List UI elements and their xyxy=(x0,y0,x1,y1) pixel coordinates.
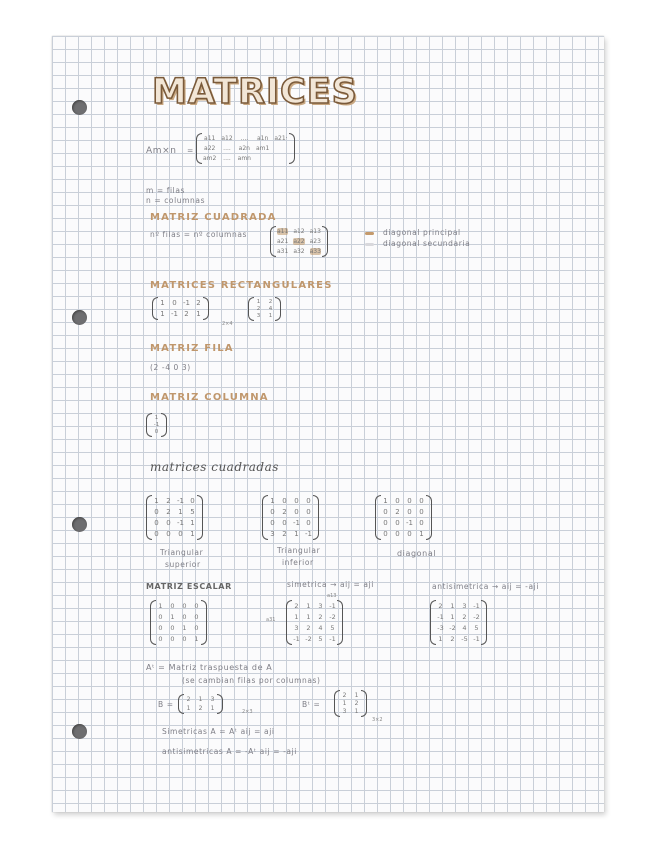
tri-sup-label-1: Triangular xyxy=(160,548,204,557)
matrix-cell: 2 xyxy=(306,624,311,632)
matrix-cell: 2 xyxy=(395,508,400,516)
matrix-cell: 1 xyxy=(186,705,191,712)
legend-swatch-principal xyxy=(365,232,374,235)
matrix-cell: -1 xyxy=(305,530,312,538)
matrix-cell: -2 xyxy=(449,624,456,632)
matrix-cell: 1 xyxy=(438,635,443,643)
matrix-cell: 2 xyxy=(256,306,261,312)
matrix-cell: 0 xyxy=(158,635,163,643)
matrix-cell: 0 xyxy=(294,508,299,516)
traspuesta-line-2: (se cambian filas por columnas) xyxy=(182,676,321,685)
binder-hole-3 xyxy=(72,517,87,532)
matrix-cell: 0 xyxy=(294,497,299,505)
matrix-cell: -2 xyxy=(329,613,336,621)
matrix-cell: 4 xyxy=(268,306,273,312)
matrix-cell: 1 xyxy=(160,299,165,307)
matrix-cell: am2 xyxy=(203,155,217,162)
matrix-cell: 1 xyxy=(306,602,311,610)
matrix-cell: a22 xyxy=(204,145,216,152)
matrix-cell: 1 xyxy=(154,415,159,421)
matrix-cell: 2 xyxy=(462,613,467,621)
matrix-cell: 1 xyxy=(450,613,455,621)
matrix-cell: 0 xyxy=(419,508,424,516)
matrix-cell: 2 xyxy=(342,692,347,699)
tri-inf-label-1: Triangular xyxy=(277,546,321,555)
tri-sup-label-2: superior xyxy=(165,560,201,569)
matrix-cell: 0 xyxy=(154,519,159,527)
cuadradas-title: matrices cuadradas xyxy=(150,460,279,474)
matrix-cell: -1 xyxy=(329,635,336,643)
matrix-cell: 1 xyxy=(270,497,275,505)
matrix-cell: 0 xyxy=(170,624,175,632)
bt-matrix-dim: 3×2 xyxy=(372,717,383,723)
general-matrix xyxy=(196,133,295,164)
matrix-cell: a21· xyxy=(274,135,288,142)
matrix-cell: 1 xyxy=(354,692,359,699)
matrix-cell: 0 xyxy=(306,497,311,505)
b-lhs: B = xyxy=(158,700,174,709)
matrix-cell: 0 xyxy=(154,429,159,435)
matrix-cell: -1 xyxy=(183,299,190,307)
simetrica-matrix xyxy=(286,600,343,645)
matrix-cell: 1 xyxy=(294,613,299,621)
heading-escalar: MATRIZ ESCALAR xyxy=(146,582,232,591)
matrix-cell: 0 xyxy=(154,508,159,516)
matrix-cell: 2 xyxy=(268,299,273,305)
matrix-cell: 0 xyxy=(166,519,171,527)
tri-inf-label-2: inferior xyxy=(282,558,314,567)
matrix-cell: 0 xyxy=(154,530,159,538)
matrix-cell: -2 xyxy=(473,613,480,621)
fila-matrix: (2 -4 0 3) xyxy=(150,363,191,372)
heading-cuadrada: MATRIZ CUADRADA xyxy=(150,212,277,223)
matrix-cell: 3 xyxy=(318,602,323,610)
matrix-cell: 1 xyxy=(198,696,203,703)
heading-antisimetrica: antisimetrica → aij = -aji xyxy=(432,582,540,591)
matrix-cell: 0 xyxy=(306,519,311,527)
matrix-cell: 1 xyxy=(182,624,187,632)
matrix-cell xyxy=(274,145,287,152)
matrix-cell: -1 xyxy=(473,602,480,610)
matrix-cell: -1 xyxy=(329,602,336,610)
n-definition: n = columnas xyxy=(146,196,206,205)
matrix-cell: 0 xyxy=(182,635,187,643)
matrix-cell: 1 xyxy=(268,313,273,319)
matrix-cell: 2 xyxy=(438,602,443,610)
matrix-cell: 2 xyxy=(282,508,287,516)
rect-matrix-1-dim: 2×4 xyxy=(222,321,233,327)
matrix-cell: 0 xyxy=(383,530,388,538)
matrix-cell: -1 xyxy=(293,635,300,643)
matrix-cell: .... xyxy=(223,145,231,152)
traspuesta-line-1: Aᵗ = Matriz traspuesta de A xyxy=(146,663,273,672)
matrix-cell: 4 xyxy=(318,624,323,632)
matrix-cell: 2 xyxy=(184,310,189,318)
matrix-cell: 1 xyxy=(210,705,215,712)
matrix-cell: amn xyxy=(237,155,251,162)
diagonal-matrix xyxy=(375,495,432,540)
matrix-cell: 2 xyxy=(282,530,287,538)
matrix-cell: 0 xyxy=(270,519,275,527)
matrix-cell: 0 xyxy=(194,613,199,621)
diagonal-label: diagonal xyxy=(397,549,437,558)
legend-principal: diagonal principal xyxy=(383,228,461,237)
bt-matrix xyxy=(334,690,367,717)
matrix-cell: 3 xyxy=(210,696,215,703)
general-lhs: Am×n xyxy=(146,146,177,156)
matrix-cell: 0 xyxy=(419,519,424,527)
matrix-cell: 5 xyxy=(318,635,323,643)
matrix-cell: -1 xyxy=(437,613,444,621)
matrix-cell: 4 xyxy=(462,624,467,632)
b-matrix-dim: 2×3 xyxy=(242,709,253,715)
matrix-cell: 0 xyxy=(383,519,388,527)
heading-columna: MATRIZ COLUMNA xyxy=(150,392,269,403)
matrix-cell: 1 xyxy=(154,497,159,505)
matrix-cell: 5 xyxy=(474,624,479,632)
general-eq: = xyxy=(187,146,194,155)
matrix-cell: a33 xyxy=(309,248,321,255)
matrix-cell: -1 xyxy=(406,519,413,527)
matrix-cell: a11 xyxy=(277,228,289,235)
matrix-cell: 2 xyxy=(166,508,171,516)
matrix-cell: a13 xyxy=(309,228,321,235)
columna-matrix xyxy=(146,413,167,437)
antisimetrica-matrix xyxy=(430,600,487,645)
matrix-cell: a12 xyxy=(293,228,305,235)
matrix-cell: 0 xyxy=(383,508,388,516)
m-definition: m = filas xyxy=(146,186,186,195)
matrix-cell: -1 xyxy=(177,519,184,527)
matrix-cell: 0 xyxy=(395,519,400,527)
matrix-cell: 0 xyxy=(170,602,175,610)
escalar-matrix xyxy=(150,600,207,645)
matrix-cell: 3 xyxy=(294,624,299,632)
matrix-cell: 2 xyxy=(196,299,201,307)
matrix-cell: 1 xyxy=(306,613,311,621)
matrix-cell: a2n xyxy=(238,145,250,152)
matrix-cell: 0 xyxy=(270,508,275,516)
matrix-cell: a31 xyxy=(277,248,289,255)
triangular-superior-matrix xyxy=(146,495,203,540)
matrix-cell: 3 xyxy=(256,313,261,319)
matrix-cell: 1 xyxy=(419,530,424,538)
matrix-cell: -1 xyxy=(473,635,480,643)
matrix-cell: 1 xyxy=(178,508,183,516)
matrix-cell: 5 xyxy=(190,508,195,516)
matrix-cell: 2 xyxy=(198,705,203,712)
matrix-cell: 1 xyxy=(190,530,195,538)
matrix-cell: am1 xyxy=(255,145,270,152)
binder-hole-2 xyxy=(72,310,87,325)
matrix-cell: 1 xyxy=(383,497,388,505)
matrix-cell: a23 xyxy=(309,238,321,245)
matrix-cell: 0 xyxy=(395,497,400,505)
matrix-cell: 0 xyxy=(190,497,195,505)
matrix-cell: -1 xyxy=(293,519,300,527)
binder-hole-1 xyxy=(72,100,87,115)
matrix-cell: 2 xyxy=(186,696,191,703)
simetrica-left-label: a31 xyxy=(266,617,276,623)
matrix-cell: 0 xyxy=(282,497,287,505)
binder-hole-4 xyxy=(72,724,87,739)
matrix-cell: 1 xyxy=(354,708,359,715)
matrix-cell: 1 xyxy=(342,700,347,707)
matrix-cell: 3 xyxy=(342,708,347,715)
matrix-cell: 0 xyxy=(172,299,177,307)
page-title: MATRICES xyxy=(152,72,358,112)
rect-matrix-1 xyxy=(152,297,209,320)
matrix-cell: 1 xyxy=(294,530,299,538)
heading-rectangulares: MATRICES RECTANGULARES xyxy=(150,280,333,291)
matrix-cell: a21 xyxy=(277,238,289,245)
matrix-cell: 0 xyxy=(407,530,412,538)
legend-secundaria: diagonal secundaria xyxy=(383,239,471,248)
matrix-cell: 5 xyxy=(330,624,335,632)
matrix-cell: a11 xyxy=(204,135,216,142)
matrix-cell: 1 xyxy=(190,519,195,527)
matrix-cell: -1 xyxy=(171,310,178,318)
matrix-cell: 0 xyxy=(395,530,400,538)
matrix-cell: .... xyxy=(223,155,231,162)
matrix-cell: 0 xyxy=(306,508,311,516)
matrix-cell: a12 xyxy=(221,135,233,142)
matrix-cell: 0 xyxy=(178,530,183,538)
matrix-cell: -5 xyxy=(461,635,468,643)
matrix-cell: 1 xyxy=(158,602,163,610)
matrix-cell: 0 xyxy=(158,624,163,632)
matrix-cell: 1 xyxy=(194,635,199,643)
matrix-cell: 3 xyxy=(270,530,275,538)
rect-matrix-2 xyxy=(248,297,281,321)
matrix-cell: a32 xyxy=(293,248,305,255)
bt-lhs: Bᵗ = xyxy=(302,700,321,709)
matrix-cell: -1 xyxy=(153,422,160,428)
matrix-cell: 0 xyxy=(170,635,175,643)
matrix-cell: 1 xyxy=(160,310,165,318)
antisimetricas-rule: antisimetricas A = -Aᵗ aij = -aji xyxy=(162,747,297,756)
simetricas-rule: Simetricas A = Aᵗ aij = aji xyxy=(162,727,275,736)
matrix-cell: 0 xyxy=(282,519,287,527)
matrix-cell: 0 xyxy=(182,613,187,621)
matrix-cell: 1 xyxy=(256,299,261,305)
matrix-cell: 0 xyxy=(419,497,424,505)
cuadrada-matrix xyxy=(270,226,328,257)
matrix-cell: a1n xyxy=(257,135,269,142)
matrix-cell: 2 xyxy=(318,613,323,621)
matrix-cell: 0 xyxy=(194,602,199,610)
matrix-cell: 1 xyxy=(450,602,455,610)
matrix-cell: 0 xyxy=(182,602,187,610)
heading-fila: MATRIZ FILA xyxy=(150,343,234,354)
heading-simetrica: simetrica → aij = aji xyxy=(287,580,374,589)
matrix-cell: 2 xyxy=(166,497,171,505)
matrix-cell: 2 xyxy=(354,700,359,707)
matrix-cell: -2 xyxy=(305,635,312,643)
matrix-cell: 0 xyxy=(166,530,171,538)
cuadrada-note: nº filas = nº columnas xyxy=(150,230,248,239)
simetrica-top-label: a13 xyxy=(327,593,337,599)
matrix-cell: 1 xyxy=(170,613,175,621)
b-matrix xyxy=(178,694,223,714)
matrix-cell: 0 xyxy=(158,613,163,621)
matrix-cell: 2 xyxy=(294,602,299,610)
matrix-cell: 2 xyxy=(450,635,455,643)
notebook-page xyxy=(52,36,604,812)
matrix-cell: -3 xyxy=(437,624,444,632)
legend-swatch-secundaria xyxy=(365,243,374,246)
matrix-cell: 0 xyxy=(407,497,412,505)
matrix-cell: 0 xyxy=(194,624,199,632)
matrix-cell: -1 xyxy=(177,497,184,505)
matrix-cell: 3 xyxy=(462,602,467,610)
matrix-cell: 0 xyxy=(407,508,412,516)
triangular-inferior-matrix xyxy=(262,495,319,540)
matrix-cell: .... xyxy=(240,135,249,142)
matrix-cell: 1 xyxy=(196,310,201,318)
matrix-cell: a22 xyxy=(293,238,305,245)
